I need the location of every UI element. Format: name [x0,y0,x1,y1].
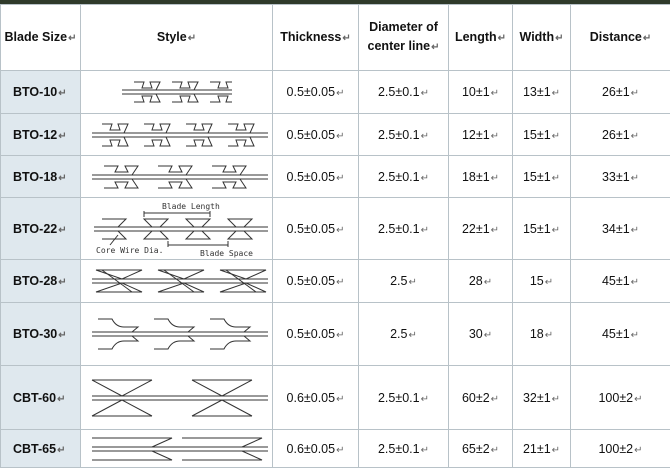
width-cell: 15±1↵ [513,198,571,260]
header-diameter: Diameter of center line↵ [359,5,449,71]
table-row [1,366,670,430]
style-diagram-cell [81,71,273,114]
width-cell: 15±1↵ [513,114,571,156]
length-cell: 28↵ [449,260,513,303]
blade-size-cell: BTO-22↵ [1,198,81,260]
diameter-cell: 2.5±0.1↵ [359,198,449,260]
diameter-cell: 2.5±0.1↵ [359,156,449,198]
header-width: Width↵ [513,5,571,71]
header-style: Style↵ [81,5,273,71]
blade-diagram-cbt65 [82,432,272,466]
header-length: Length↵ [449,5,513,71]
width-cell: 15±1↵ [513,156,571,198]
distance-cell: 26±1↵ [571,71,670,114]
width-cell: 18↵ [513,303,571,366]
blade-size-cell: BTO-10↵ [1,71,81,114]
blade-diagram-bto28 [82,262,272,300]
length-cell: 18±1↵ [449,156,513,198]
core-wire-label: Core Wire Dia. [96,246,163,255]
blade-spec-table [0,4,670,468]
diameter-cell: 2.5±0.1↵ [359,430,449,468]
blade-size-cell: BTO-12↵ [1,114,81,156]
width-cell: 32±1↵ [513,366,571,430]
thickness-cell: 0.5±0.05↵ [273,260,359,303]
table-row [1,156,670,198]
blade-size-cell: CBT-60↵ [1,366,81,430]
blade-length-label: Blade Length [162,202,220,211]
diameter-cell: 2.5↵ [359,303,449,366]
table-row [1,71,670,114]
table-row [1,198,670,260]
length-cell: 60±2↵ [449,366,513,430]
diameter-cell: 2.5±0.1↵ [359,114,449,156]
distance-cell: 34±1↵ [571,198,670,260]
blade-diagram-cbt60 [82,368,272,428]
blade-diagram-bto10 [82,72,272,112]
diameter-cell: 2.5±0.1↵ [359,71,449,114]
blade-diagram-bto30 [82,305,272,363]
thickness-cell: 0.5±0.05↵ [273,114,359,156]
style-diagram-cell [81,260,273,303]
blade-size-cell: BTO-28↵ [1,260,81,303]
diameter-cell: 2.5±0.1↵ [359,366,449,430]
distance-cell: 100±2↵ [571,366,670,430]
blade-space-label: Blade Space [200,249,253,258]
blade-size-cell: BTO-30↵ [1,303,81,366]
width-cell: 21±1↵ [513,430,571,468]
blade-size-cell: CBT-65↵ [1,430,81,468]
distance-cell: 33±1↵ [571,156,670,198]
thickness-cell: 0.5±0.05↵ [273,303,359,366]
length-cell: 65±2↵ [449,430,513,468]
style-diagram-cell [81,303,273,366]
style-diagram-cell [81,114,273,156]
length-cell: 10±1↵ [449,71,513,114]
table-row [1,114,670,156]
thickness-cell: 0.5±0.05↵ [273,198,359,260]
blade-diagram-bto12 [82,116,272,154]
header-row [1,5,670,71]
blade-diagram-bto22 [82,199,272,259]
distance-cell: 26±1↵ [571,114,670,156]
table-row [1,260,670,303]
header-blade-size: Blade Size↵ [1,5,81,71]
thickness-cell: 0.6±0.05↵ [273,430,359,468]
thickness-cell: 0.5±0.05↵ [273,156,359,198]
thickness-cell: 0.6±0.05↵ [273,366,359,430]
width-cell: 13±1↵ [513,71,571,114]
width-cell: 15↵ [513,260,571,303]
distance-cell: 45±1↵ [571,260,670,303]
length-cell: 22±1↵ [449,198,513,260]
blade-diagram-bto18 [82,158,272,196]
style-diagram-cell [81,198,273,260]
table-row [1,303,670,366]
header-thickness: Thickness↵ [273,5,359,71]
style-diagram-cell [81,366,273,430]
style-diagram-cell [81,430,273,468]
length-cell: 30↵ [449,303,513,366]
style-diagram-cell [81,156,273,198]
table-row [1,430,670,468]
blade-size-cell: BTO-18↵ [1,156,81,198]
distance-cell: 45±1↵ [571,303,670,366]
diameter-cell: 2.5↵ [359,260,449,303]
thickness-cell: 0.5±0.05↵ [273,71,359,114]
distance-cell: 100±2↵ [571,430,670,468]
length-cell: 12±1↵ [449,114,513,156]
header-distance: Distance↵ [571,5,670,71]
